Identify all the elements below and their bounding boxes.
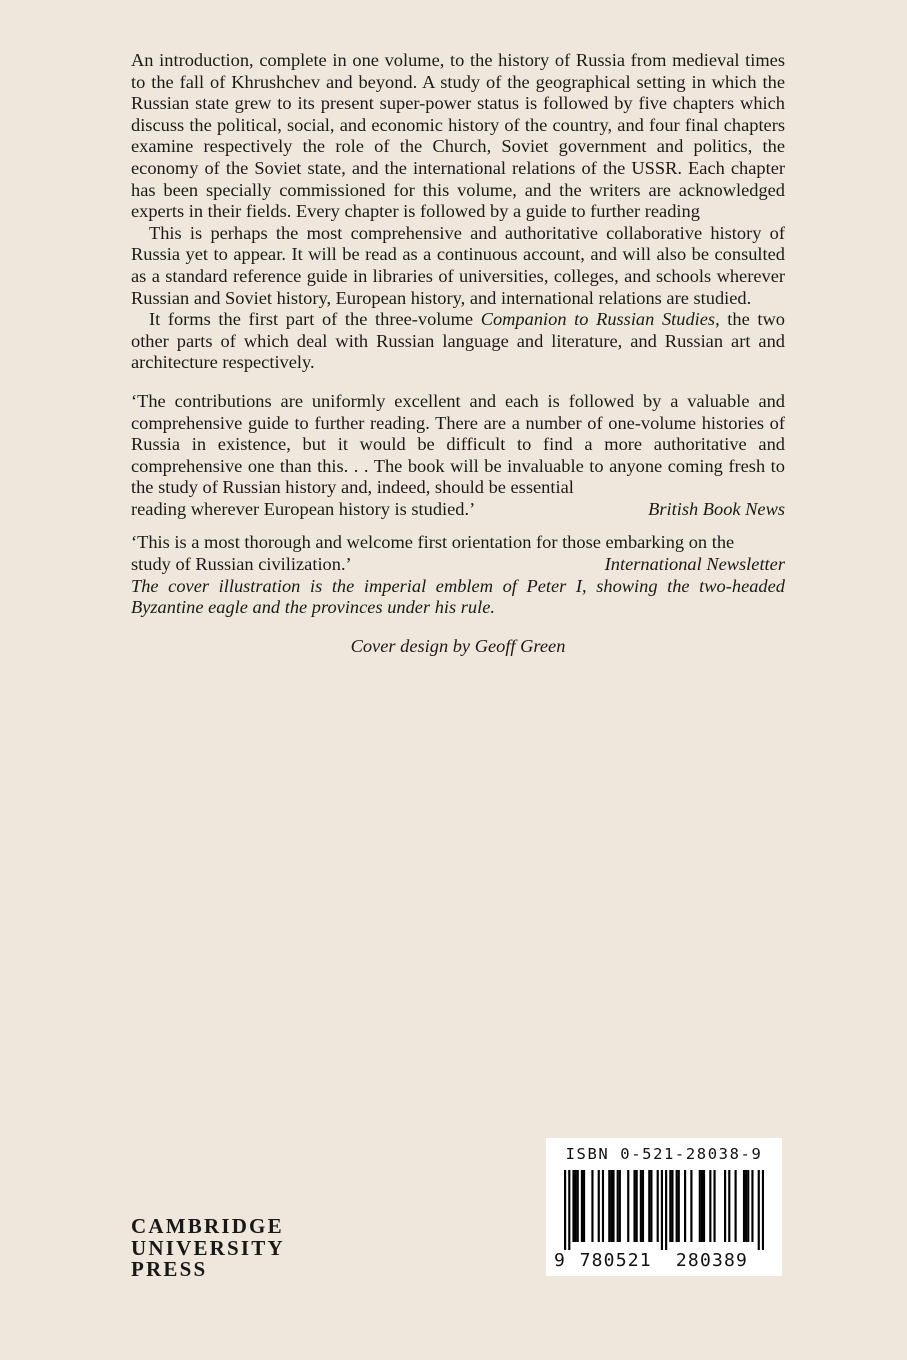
barcode-bar <box>724 1170 726 1242</box>
barcode-bar <box>745 1170 747 1242</box>
barcode-bar <box>608 1170 610 1242</box>
barcode-bar <box>713 1170 715 1242</box>
barcode-bar <box>747 1170 749 1242</box>
cover-design-credit: Cover design by Geoff Green <box>350 635 566 656</box>
barcode-bar <box>743 1170 745 1242</box>
barcode-digit-first: 9 <box>554 1250 565 1271</box>
barcode-bar <box>671 1170 673 1242</box>
barcode-bar <box>676 1170 678 1242</box>
barcode-bar <box>612 1170 614 1242</box>
barcode-bar <box>598 1170 600 1242</box>
publisher-logo <box>131 1216 285 1281</box>
barcode-bars <box>564 1170 764 1250</box>
publisher-line-3: PRESS <box>131 1257 208 1281</box>
review-quote-1 <box>131 391 785 521</box>
barcode-bar <box>703 1170 705 1242</box>
barcode-bar <box>762 1170 764 1250</box>
barcode-bar <box>564 1170 566 1250</box>
barcode-bar <box>577 1170 579 1242</box>
barcode-bar <box>657 1170 659 1242</box>
description-paragraph-2: This is perhaps the most comprehensive and authoritative collaborative history of Russia yet to appear. It will be read as a continuous account, and will also be consulted as a standard reference guide in libraries of universities, colleges, and schools wherever Russian and Soviet history, European history, and international relations are studied. <box>131 222 785 308</box>
quote-text: ‘This is a most thorough and welcome first orientation for those embarking on the <box>131 532 735 553</box>
barcode-bar <box>751 1170 753 1242</box>
barcode-bar <box>661 1170 663 1250</box>
barcode-bar <box>583 1170 585 1242</box>
barcode-bar <box>642 1170 644 1242</box>
barcode-bar <box>640 1170 642 1242</box>
barcode-bar <box>728 1170 730 1242</box>
barcode-bar <box>633 1170 635 1242</box>
barcode-bar <box>699 1170 701 1242</box>
barcode-bar <box>665 1170 667 1250</box>
quote-source: British Book News <box>648 498 785 519</box>
description-paragraph-1: An introduction, complete in one volume, to the history of Russia from medieval times to the fall of Khrushchev and beyond. A study of the geographical setting in which the Russian state grew to its present super-power status is followed by five chapters which discuss the political, social, and economic history of the country, and four final chapters examine respectively the role of the Church, Soviet government and politics, the economy of the Soviet state, and the international relations of the USSR. Each chapter has been specially commissioned for this volume, and the writers are acknowledged experts in their fields. Every chapter is followed by a guide to further reading <box>131 50 785 222</box>
barcode-bar <box>568 1170 570 1250</box>
barcode-bar <box>610 1170 612 1242</box>
barcode-digits <box>554 1250 774 1271</box>
publisher-line-2: UNIVERSITY <box>131 1235 285 1260</box>
barcode-bar <box>684 1170 686 1242</box>
barcode-bar <box>636 1170 638 1242</box>
description-paragraph-3 <box>131 309 785 374</box>
barcode-bar <box>735 1170 737 1242</box>
back-cover-text <box>131 50 785 657</box>
barcode-bar <box>581 1170 583 1242</box>
barcode-bar <box>648 1170 650 1242</box>
quote-text-last-line: reading wherever European history is studied.’ <box>131 498 476 519</box>
barcode-bar <box>627 1170 629 1242</box>
barcode-bar <box>678 1170 680 1242</box>
quote-text: ‘The contributions are uniformly excellent and each is followed by a valuable and comprehensive guide to further reading. There are a number of one-volume histories of Russia in existence, but it would be difficult to find a more authoritative and comprehensive one than this. . . The book will be invaluable to anyone coming fresh to the study of Russian history and, indeed, should be essential <box>131 390 785 498</box>
quote-source: International Newsletter <box>604 554 785 575</box>
barcode-bar <box>619 1170 621 1242</box>
barcode-bar <box>575 1170 577 1242</box>
companion-title: Companion to Russian Studies <box>480 309 716 330</box>
barcode-bar <box>701 1170 703 1242</box>
barcode-bar <box>602 1170 604 1242</box>
barcode-bar <box>669 1170 671 1242</box>
barcode-bar <box>709 1170 711 1242</box>
barcode-digits-left: 780521 <box>579 1250 652 1271</box>
publisher-line-1: CAMBRIDGE <box>131 1214 284 1238</box>
barcode-bar <box>758 1170 760 1250</box>
isbn-text: ISBN 0-521-28038-9 <box>565 1145 763 1163</box>
cover-illustration-note: The cover illustration is the imperial emblem of Peter I, showing the two-headed Byzantine eagle and the provinces under his rule. <box>131 575 785 618</box>
quote-text-last-line: study of Russian civilization.’ <box>131 554 352 575</box>
barcode-bar <box>690 1170 692 1242</box>
barcode-bar <box>650 1170 652 1242</box>
p3-text-after: , the two other parts of which deal with Russian language and literature, and Russian art and architecture respectively. <box>131 309 785 373</box>
barcode-digits-right: 280389 <box>675 1250 749 1271</box>
barcode-bar <box>591 1170 593 1242</box>
p3-text-before: It forms the first part of the three-volume <box>149 309 481 330</box>
review-quote-2 <box>131 532 785 575</box>
barcode-bar <box>617 1170 619 1242</box>
isbn-barcode <box>546 1138 782 1276</box>
barcode-bar <box>572 1170 574 1242</box>
